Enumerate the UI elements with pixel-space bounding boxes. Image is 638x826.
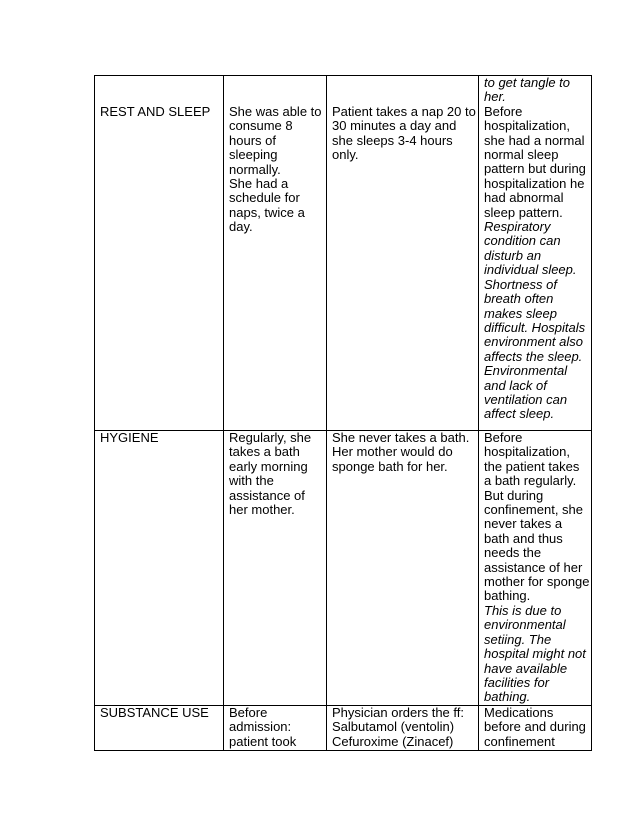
analysis-cell bbox=[479, 76, 592, 431]
text-line: she had a normal bbox=[484, 132, 585, 148]
text-line: Environmental bbox=[484, 363, 568, 379]
before-cell bbox=[224, 76, 327, 431]
text-line: consume 8 bbox=[229, 118, 293, 134]
text-line: Before bbox=[484, 103, 523, 119]
text-line: Physician orders the ff: bbox=[332, 705, 464, 720]
text-line: She was able to bbox=[229, 104, 322, 119]
text-line: sponge bath for her. bbox=[332, 458, 448, 474]
text-line: Before bbox=[484, 430, 523, 445]
text-line: Regularly, she bbox=[229, 430, 312, 445]
text-line: early morning bbox=[229, 458, 308, 474]
category-cell bbox=[95, 705, 224, 750]
text-line: Her mother would do bbox=[332, 444, 453, 460]
text-line: Medications bbox=[484, 705, 554, 720]
text-line: have available bbox=[484, 660, 568, 676]
text-line: sleeping bbox=[229, 147, 278, 163]
analysis-cell bbox=[479, 705, 592, 750]
text-line: admission: bbox=[229, 719, 292, 735]
text-line: setiing. The bbox=[484, 631, 552, 647]
text-line: She never takes a bath. bbox=[332, 430, 470, 445]
text-line: and lack of bbox=[484, 377, 547, 393]
text-line: ventilation can bbox=[484, 391, 568, 407]
text-line: 30 minutes a day and bbox=[332, 118, 457, 134]
text-line: Patient takes a nap 20 to bbox=[332, 104, 476, 119]
text-line: needs the bbox=[484, 545, 542, 561]
before-cell bbox=[224, 431, 327, 706]
text-line: affects the sleep. bbox=[484, 348, 583, 364]
text-line: Before bbox=[229, 705, 268, 720]
text-line: Salbutamol (ventolin) bbox=[332, 719, 455, 735]
text-line: facilities for bbox=[484, 674, 550, 690]
during-cell bbox=[327, 431, 479, 706]
text-line: a bath regularly. bbox=[484, 473, 577, 489]
text-line: difficult. Hospitals bbox=[484, 319, 586, 335]
text-line: environmental bbox=[484, 617, 566, 633]
text-line: affect sleep. bbox=[484, 406, 555, 422]
during-cell bbox=[327, 705, 479, 750]
text-line: normally. bbox=[229, 161, 281, 177]
text-line: She had a bbox=[229, 176, 289, 192]
text-line: had abnormal bbox=[484, 190, 564, 206]
text-line: hospitalization, bbox=[484, 444, 570, 460]
text-line: bath and thus bbox=[484, 530, 563, 546]
text-line: Shortness of bbox=[484, 276, 557, 292]
text-line: hospitalization, bbox=[484, 118, 570, 134]
text-line: naps, twice a bbox=[229, 204, 305, 220]
text-line: mother for sponge bbox=[484, 574, 590, 590]
table-row-substance-use bbox=[95, 705, 592, 750]
care-plan-table bbox=[94, 75, 592, 751]
text-line: never takes a bbox=[484, 516, 563, 532]
text-line: breath often bbox=[484, 291, 554, 307]
category-label: REST AND SLEEP bbox=[100, 104, 211, 119]
text-line: day. bbox=[229, 219, 253, 235]
text-line: the patient takes bbox=[484, 458, 580, 474]
text-line: confinement bbox=[484, 733, 555, 749]
text-line: Respiratory bbox=[484, 219, 551, 235]
text-line: confinement, she bbox=[484, 502, 584, 518]
category-label: SUBSTANCE USE bbox=[100, 705, 209, 720]
text-line: assistance of bbox=[229, 487, 305, 503]
text-line: her mother. bbox=[229, 502, 295, 518]
text-line: assistance of her bbox=[484, 559, 583, 575]
text-line: her. bbox=[484, 89, 506, 105]
during-cell bbox=[327, 76, 479, 431]
text-line: with the bbox=[229, 473, 274, 489]
before-cell bbox=[224, 705, 327, 750]
text-line: patient took bbox=[229, 733, 297, 749]
category-cell bbox=[95, 431, 224, 706]
text-line: disturb an bbox=[484, 247, 542, 263]
text-line: condition can bbox=[484, 233, 561, 249]
text-line: environment also bbox=[484, 334, 583, 350]
text-line: sleep pattern. bbox=[484, 204, 563, 220]
table-row-hygiene bbox=[95, 431, 592, 706]
category-cell bbox=[95, 76, 224, 431]
table-row-rest-and-sleep bbox=[95, 76, 592, 431]
text-line: bathing. bbox=[484, 588, 531, 604]
text-line: schedule for bbox=[229, 190, 300, 206]
text-line: before and during bbox=[484, 719, 586, 735]
text-line: But during bbox=[484, 487, 544, 503]
text-line: Cefuroxime (Zinacef) bbox=[332, 733, 454, 749]
text-line: to get tangle to bbox=[484, 75, 571, 90]
text-line: she sleeps 3-4 hours bbox=[332, 132, 453, 148]
analysis-cell bbox=[479, 431, 592, 706]
category-label: HYGIENE bbox=[100, 430, 159, 445]
text-line: pattern but during bbox=[484, 161, 586, 177]
text-line: This is due to bbox=[484, 602, 562, 618]
text-line: individual sleep. bbox=[484, 262, 577, 278]
text-line: hours of bbox=[229, 132, 276, 148]
text-line: takes a bath bbox=[229, 444, 300, 460]
text-line: only. bbox=[332, 147, 359, 163]
text-line: hospitalization he bbox=[484, 175, 585, 191]
text-line: makes sleep bbox=[484, 305, 557, 321]
text-line: normal sleep bbox=[484, 147, 559, 163]
text-line: hospital might not bbox=[484, 646, 586, 662]
text-line: bathing. bbox=[484, 689, 531, 705]
